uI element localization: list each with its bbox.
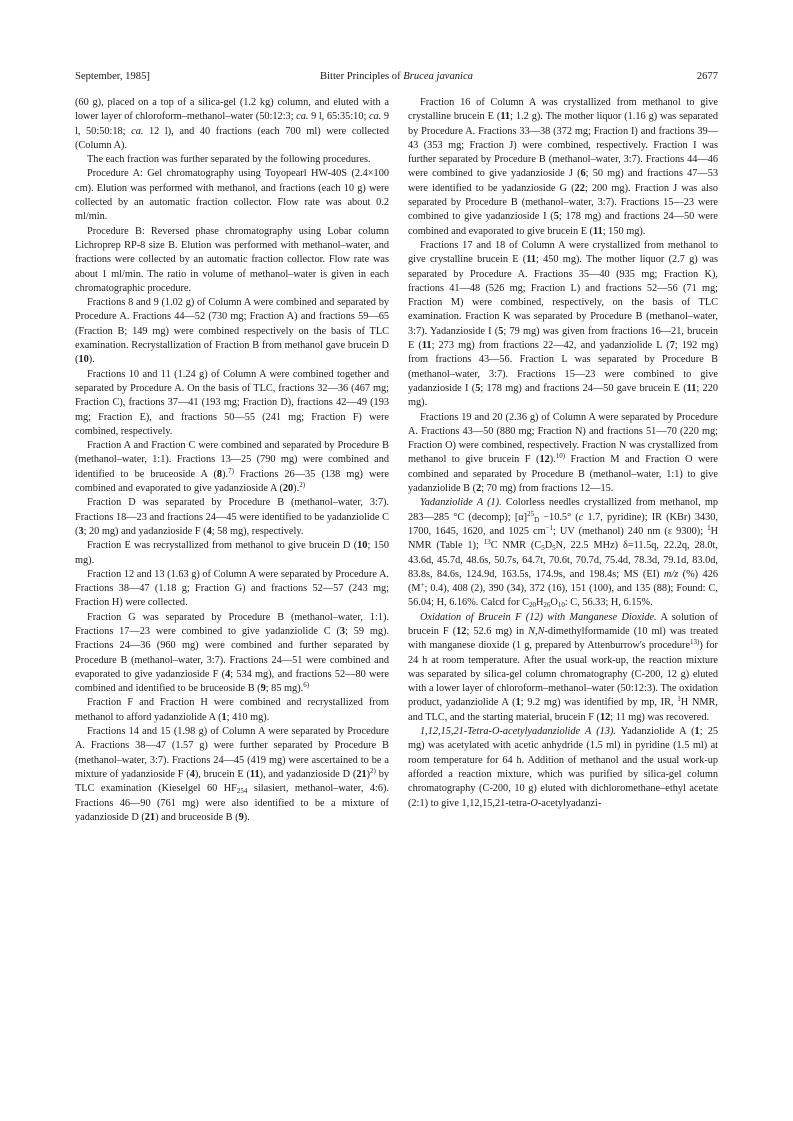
right-text-column [408,96,718,811]
paragraph: Fraction 16 of Column A was crystallized from methanol to give crystalline brucein E (11; 1.2 g). The mother liquor (1.16 g) was separated by Procedure A. Fractions 33—38 (372 mg; Fraction I) and fractions 39—43 (353 mg; Fraction J) were combined, respectively. Fraction I was further separated by Procedure B (methanol–water, 3:7). Fractions 44—46 were combined to give yadanzioside J (6; 50 mg) and fractions 47—53 were identified to be yadanzioside G (22; 200 mg). Fraction J was also separated by Procedure B (methanol–water, 3:7). Fractions 15—23 were combined to give yadanzioside I (5; 178 mg) and fractions 24—50 were combined and evaporated to give brucein E (11; 150 mg). [408,97,719,237]
paragraph: Fractions 8 and 9 (1.02 g) of Column A were combined and separated by Procedure A. Fractions 44—52 (730 mg; Fraction A) and fractions 59—65 (Fraction B; 149 mg) were combined respectively on the basis of TLC examination. Recrystallization of Fraction B from methanol gave brucein D (10). [75,297,389,366]
header-title: Bitter Principles of Brucea javanica [320,71,473,82]
paragraph: Fractions 17 and 18 of Column A were crystallized from methanol to give crystalline brucein E (11; 450 mg). The mother liquor (2.7 g) was separated by Procedure A. Fractions 35—40 (935 mg; Fraction K), fractions 41—48 (526 mg; Fraction L) and fractions 52—56 (71 mg; Fraction M) were combined, respectively, on the basis of TLC examination. Fraction K was separated by Procedure B (methanol–water, 3:7). Yadanzioside I (5; 79 mg) was given from fractions 16—21, brucein E (11; 273 mg) from fractions 22—42, and yadanziolide L (7; 192 mg) from fractions 43—56. Fraction L was separated by Procedure B (methanol–water, 3:7). Fractions 15—23 were combined to give yadanzioside I (5; 178 mg) and fractions 24—50 gave brucein E (11; 220 mg). [408,239,719,409]
page-number: 2677 [696,71,718,82]
paragraph: Fraction F and Fraction H were combined and recrystallized from methanol to afford yadanziolide A (1; 410 mg). [75,697,389,723]
paragraph: Fractions 19 and 20 (2.36 g) of Column A were separated by Procedure A. Fractions 43—50 (880 mg; Fraction N) and fractions 51—70 (220 mg; Fraction O) were combined, respectively. Fraction N was crystallized from methanol to give brucein F (12).$^{10)}$ Fraction M and Fraction O were combined and separated by Procedure B (methanol–water, 1:1) to give yadanziolide B (2; 70 mg) from fractions 12—15. [408,411,718,495]
paragraph: Fractions 10 and 11 (1.24 g) of Column A were combined together and separated by Procedure A. On the basis of TLC, fractions 32—36 (467 mg; Fraction C), fractions 37—41 (193 mg; Fraction D), fractions 42—49 (193 mg; Fraction E), and fractions 50—55 (241 mg; Fraction F) were combined, respectively. [75,368,389,437]
left-text-column [75,96,389,825]
paragraph: Fractions 14 and 15 (1.98 g) of Column A were separated by Procedure A. Fractions 38—47 (1.57 g) were further separated by Procedure B (methanol–water, 3:7). Fractions 24—45 (419 mg) were ascertained to be a mixture of yadanzioside F (4), brucein E (11), and yadanzioside D $(21)^{2)}$ by TLC examination (Kieselgel 60 $HF_{254}$ silasiert, methanol–water, 4:6). Fractions 46—90 (761 mg) were also identified to be a mixture of yadanzioside D (21) and bruceoside B (9). [75,726,389,823]
paragraph: The each fraction was further separated by the following procedures. [87,154,371,166]
paragraph: Fraction E was recrystallized from methanol to give brucein D (10; 150 mg). [75,540,389,566]
paragraph: Procedure A: Gel chromatography using Toyopearl HW-40S (2.4×100 cm). Elution was performed with methanol, and fractions (each 10 g) were collected by an automatic fraction collector. Flow rate was about 0.2 ml/min. [75,168,389,223]
paragraph: Fraction D was separated by Procedure B (methanol–water, 3:7). Fractions 18—23 and fractions 24—45 were identified to be yadanziolide C (3; 20 mg) and yadanzioside F (4; 58 mg), respectively. [75,497,389,537]
paragraph: Fraction A and Fraction C were combined and separated by Procedure B (methanol–water, 1:1). Fractions 13—25 (790 mg) were combined and identified to be bruceoside A (8).$^{7)}$ Fractions 26—35 (138 mg) were combined and evaporated to give yadanzioside A (20).$^{2)}$ [75,440,389,495]
paragraph: Fraction 12 and 13 (1.63 g) of Column A were separated by Procedure A. Fractions 38—47 (1.18 g; Fraction G) and fractions 52—57 (243 mg; Fraction H) were collected. [75,568,389,609]
paragraph: Yadanziolide A (1). Colorless needles crystallized from methanol, mp 283—285 °C (decomp); $[\alpha]^{25}_D -10.5^\circ$ (c 1.7, pyridine); IR (KBr) 3430, 1700, 1645, 1620, and 1025 $cm^{-1}$; UV (methanol) 240 nm (ε 9300); $^1$H NMR (Table 1); $^{13}$C NMR ($C_5D_5N$, 22.5 MHz) δ=11.5q, 22.2q, 28.0t, 43.6d, 45.7d, 48.6s, 50.7s, 64.7t, 70.6t, 70.7d, 75.4d, 78.3d, 79.1d, 83.0d, 83.8s, 84.6s, 124.9d, 163.5s, 174.9s, and 198.4s; MS (EI) m/z (%) 426 (M+; 0.4), 408 (2), 390 (34), 372 (16), 151 (100), and 135 (88); Found: C, 56.04; H, 6.16%. Calcd for $C_{20}H_{26}O_{10}$: C, 56.33; H, 6.15%. [408,497,718,610]
header-date: September, 1985] [75,71,150,82]
running-header [75,71,718,87]
paragraph: Procedure B: Reversed phase chromatography using Lobar column Lichroprep RP-8 size B. Elution was performed with methanol–water, and fractions were collected by an automatic fraction collector. Flow rate was about 1 ml/min. The ratio in volume of methanol–water is given in each chromatographic procedure. [75,225,389,294]
paragraph: 1,12,15,21-Tetra-O-acetylyadanziolide A (13). Yadanziolide A (1; 25 mg) was acetylated with acetic anhydride (1.5 ml) in pyridine (1.5 ml) at room temperature for 64 h. Addition of methanol and the usual work-up afforded a reaction mixture, which was purified by silica-gel column chromatography (C-200, 10 g) eluted with dichloromethane–ethyl acetate (2:1) to give 1,12,15,21-tetra-O-acetylyadanzi- [408,726,718,809]
paragraph: (60 g), placed on a top of a silica-gel (1.2 kg) column, and eluted with a lower layer of chloroform–methanol–water (50:12:3; ca. 9 l, 65:35:10; ca. 9 l, 50:50:18; ca. 12 l), and 40 fractions (each 700 ml) were collected (Column A). [75,97,389,151]
paragraph: Oxidation of Brucein F (12) with Manganese Dioxide. A solution of brucein F (12; 52.6 mg) in N,N-dimethylformamide (10 ml) was treated with manganese dioxide (1 g, prepared by Attenburrow's procedure$^{13)}$) for 24 h at room temperature. After the usual work-up, the reaction mixture was separated by silica-gel column chromatography (C-200, 12 g) eluted with a lower layer of chloroform–methanol–water (50:12:3). The oxidation product, yadanziolide A (1; 9.2 mg) was identified by mp, IR, $^1$H NMR, and TLC, and the starting material, brucein F (12; 11 mg) was recovered. [408,611,718,723]
paragraph: Fraction G was separated by Procedure B (methanol–water, 1:1). Fractions 17—23 were combined to give yadanziolide C (3; 59 mg). Fractions 24—36 (960 mg) were combined and further separated by Procedure B (methanol–water, 3:7). Fractions 24—51 were combined and evaporated to give yadanzioside F (4; 534 mg), and fractions 52—80 were combined and identified to be bruceoside B (9; 85 mg).$^{6)}$ [75,611,389,695]
